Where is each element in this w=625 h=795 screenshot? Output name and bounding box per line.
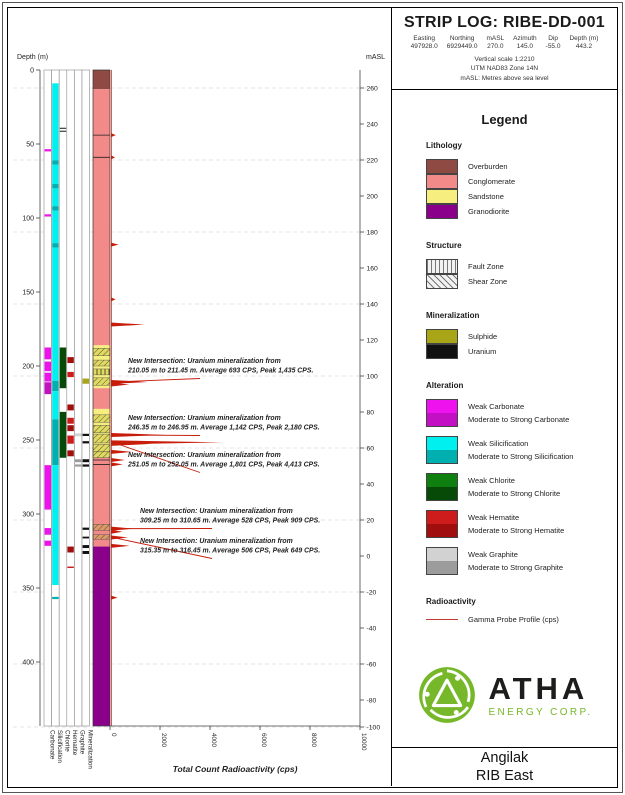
track-interval xyxy=(45,373,51,382)
legend-swatch xyxy=(426,189,458,204)
track-interval xyxy=(60,131,66,132)
legend-section-title: Mineralization xyxy=(426,311,480,321)
masl-tick-label: 20 xyxy=(366,517,375,525)
meta-label: Depth (m) xyxy=(569,35,599,42)
logo-block xyxy=(392,643,617,747)
legend-item-label: Fault Zone xyxy=(468,262,504,272)
masl-tick-label: 260 xyxy=(366,85,378,93)
legend-item-label: Uranium xyxy=(468,347,497,357)
masl-tick-label: 240 xyxy=(366,121,378,129)
diagonal-hatch-swatch xyxy=(426,274,458,289)
track-interval xyxy=(75,459,81,462)
legend-label-weak: Weak Silicification xyxy=(468,439,529,449)
swatch-strong xyxy=(427,524,457,537)
annotation-leader xyxy=(113,435,200,436)
meta-value: 270.0 xyxy=(487,43,504,50)
legend xyxy=(392,90,617,643)
masl-tick-label: 0 xyxy=(366,553,371,561)
legend-section-structure xyxy=(426,241,609,289)
track-interval xyxy=(60,348,66,389)
depth-tick-label: 200 xyxy=(22,363,34,371)
structure-hatch xyxy=(93,535,110,539)
logo-text xyxy=(488,670,593,718)
track-label: Silicification xyxy=(55,730,63,763)
cps-tick-label: 0 xyxy=(110,733,118,737)
structure-hatch xyxy=(93,360,110,366)
cps-tick-label: 4000 xyxy=(210,733,218,748)
legend-item-label: Sulphide xyxy=(468,332,498,342)
company-subtitle: ENERGY CORP. xyxy=(488,706,593,718)
legend-item-labels xyxy=(468,474,560,500)
legend-swatch-dual xyxy=(426,436,458,464)
legend-section-title: Alteration xyxy=(426,381,464,391)
track-interval xyxy=(52,184,58,188)
legend-item xyxy=(426,274,609,289)
track-interval xyxy=(52,248,58,381)
track-interval xyxy=(52,243,58,247)
gamma-spike xyxy=(111,458,125,462)
lithology-interval xyxy=(93,89,110,345)
depth-tick-label: 0 xyxy=(30,67,34,75)
legend-title: Legend xyxy=(481,112,528,128)
gamma-spike xyxy=(111,530,123,534)
meta-masl xyxy=(486,35,504,50)
vertical-hatch-swatch xyxy=(426,259,458,274)
track-interval xyxy=(45,382,51,394)
legend-item xyxy=(426,436,609,464)
masl-tick-label: 180 xyxy=(366,229,378,237)
meta-label: Dip xyxy=(548,35,558,42)
legend-swatch-dual xyxy=(426,510,458,538)
swatch-strong xyxy=(427,561,457,574)
track-label: Chlorite xyxy=(63,730,71,752)
legend-item-labels xyxy=(468,400,569,426)
masl-tick-label: 80 xyxy=(366,409,375,417)
masl-tick-label: 40 xyxy=(366,481,375,489)
track-interval xyxy=(45,348,51,360)
depth-tick-label: 250 xyxy=(22,437,34,445)
annotation-text: 210.05 m to 211.45 m. Average 693 CPS, Peak 1,435 CPS. xyxy=(128,367,314,375)
legend-label-weak: Weak Hematite xyxy=(468,513,520,523)
legend-item-label: Shear Zone xyxy=(468,277,508,287)
legend-sections xyxy=(426,141,609,624)
meta-depthm xyxy=(569,35,598,50)
depth-tick-label: 100 xyxy=(22,215,34,223)
annotation-text: 315.35 m to 316.45 m. Average 506 CPS, Peak 649 CPS. xyxy=(140,547,321,555)
swatch-weak xyxy=(427,437,457,450)
scale-notes xyxy=(394,55,615,83)
masl-tick-label: 100 xyxy=(366,373,378,381)
annotation-text: New Intersection: Uranium mineralization from xyxy=(128,415,281,422)
company-name: ATHA xyxy=(488,670,589,706)
track-interval xyxy=(83,537,89,539)
legend-item xyxy=(426,159,609,174)
gamma-spike xyxy=(111,297,116,301)
track-interval xyxy=(75,464,81,466)
page-title: STRIP LOG: RIBE-DD-001 xyxy=(404,14,605,31)
track-interval xyxy=(67,404,73,410)
legend-item-label: Overburden xyxy=(468,162,508,172)
track-interval xyxy=(45,149,51,151)
track-interval xyxy=(52,597,58,599)
masl-tick-label: 200 xyxy=(366,193,378,201)
swatch-weak xyxy=(427,511,457,524)
legend-item xyxy=(426,259,609,274)
gamma-spike xyxy=(111,544,130,548)
track-interval xyxy=(83,379,89,384)
track-interval xyxy=(67,436,73,444)
project-name: Angilak xyxy=(480,750,529,766)
swatch-weak xyxy=(427,400,457,413)
track-interval xyxy=(45,214,51,216)
lithology-interval xyxy=(93,388,110,409)
legend-item-label: Gamma Probe Profile (cps) xyxy=(468,615,559,625)
track-interval xyxy=(60,128,66,129)
scale-note: UTM NAD83 Zone 14N xyxy=(470,65,539,73)
legend-item xyxy=(426,204,609,219)
track-interval xyxy=(52,391,58,419)
track-graphite xyxy=(74,70,82,726)
structure-hatch xyxy=(93,415,110,422)
track-interval xyxy=(52,160,58,164)
meta-label: Northing xyxy=(449,35,475,42)
depth-tick-label: 350 xyxy=(22,585,34,593)
gamma-spike xyxy=(111,155,115,159)
structure-hatch xyxy=(93,434,110,443)
track-label: Graphite xyxy=(78,730,86,755)
meta-northing xyxy=(447,35,478,50)
annotation-leader xyxy=(113,379,200,382)
track-interval xyxy=(67,357,73,363)
gamma-spike xyxy=(111,596,118,600)
collar-metadata xyxy=(394,35,615,50)
track-interval xyxy=(45,362,51,372)
meta-label: Easting xyxy=(413,35,436,42)
track-mineralization xyxy=(82,70,90,726)
legend-label-weak: Weak Carbonate xyxy=(468,402,525,412)
track-interval xyxy=(67,418,73,424)
legend-section-mineralization xyxy=(426,311,609,359)
masl-axis-title: mASL xyxy=(366,54,386,61)
annotation-text: New Intersection: Uranium mineralization from xyxy=(128,358,281,365)
meta-value: 145.0 xyxy=(516,43,534,50)
meta-dip xyxy=(546,35,561,50)
track-chlorite xyxy=(59,70,67,726)
gamma-spike xyxy=(111,133,116,137)
track-interval xyxy=(83,528,89,530)
depth-tick-label: 400 xyxy=(22,659,34,667)
annotation-text: 246.35 m to 246.95 m. Average 1,142 CPS, Peak 2,180 CPS. xyxy=(128,424,320,432)
track-label: Carbonate xyxy=(48,730,56,760)
meta-azimuth xyxy=(513,35,536,50)
legend-label-strong: Moderate to Strong Graphite xyxy=(468,563,564,573)
meta-value: 443.2 xyxy=(575,43,593,50)
legend-item-labels xyxy=(468,548,563,574)
legend-item xyxy=(426,473,609,501)
masl-tick-label: -100 xyxy=(366,724,381,732)
swatch-weak xyxy=(427,474,457,487)
structure-hatch xyxy=(93,444,110,451)
project-area: RIB East xyxy=(475,768,534,784)
legend-section-alteration xyxy=(426,381,609,575)
annotation-text: New Intersection: Uranium mineralization from xyxy=(140,508,293,515)
info-panel xyxy=(391,8,617,786)
legend-item xyxy=(426,329,609,344)
masl-tick-label: 140 xyxy=(366,301,378,309)
legend-item xyxy=(426,189,609,204)
track-interval xyxy=(83,551,89,554)
masl-tick-label: -20 xyxy=(366,589,377,597)
swatch-strong xyxy=(427,413,457,426)
track-hematite xyxy=(67,70,75,726)
legend-section-lithology xyxy=(426,141,609,219)
meta-value: -55.0 xyxy=(545,43,561,50)
meta-easting xyxy=(411,35,438,50)
masl-tick-label: -40 xyxy=(366,625,377,633)
scale-note: mASL: Metres above sea level xyxy=(460,74,549,82)
project-block xyxy=(392,747,617,786)
legend-label-strong: Moderate to Strong Silicification xyxy=(468,452,574,462)
track-interval xyxy=(67,450,73,456)
legend-section-title: Radioactivity xyxy=(426,597,476,607)
track-interval xyxy=(52,419,58,465)
track-interval xyxy=(83,441,89,443)
scale-note: Vertical scale 1:2210 xyxy=(474,56,535,63)
legend-item xyxy=(426,344,609,359)
track-interval xyxy=(52,206,58,210)
masl-tick-label: 160 xyxy=(366,265,378,273)
legend-item xyxy=(426,547,609,575)
meta-value: 6929449.0 xyxy=(446,43,478,50)
masl-tick-label: 60 xyxy=(366,445,375,453)
gamma-spike xyxy=(111,323,145,327)
legend-label-weak: Weak Chlorite xyxy=(468,476,515,486)
annotation-text: New Intersection: Uranium mineralization from xyxy=(128,452,281,459)
legend-item-label: Sandstone xyxy=(468,192,504,202)
cps-tick-label: 6000 xyxy=(260,733,268,748)
legend-swatch xyxy=(426,174,458,189)
swatch-weak xyxy=(427,548,457,561)
structure-hatch xyxy=(93,524,110,530)
track-carbonate xyxy=(44,70,52,726)
legend-item xyxy=(426,174,609,189)
track-interval xyxy=(67,425,73,431)
track-interval xyxy=(60,412,66,458)
depth-tick-label: 150 xyxy=(22,289,34,297)
lithology-interval xyxy=(93,458,110,547)
lithology-interval xyxy=(93,547,110,726)
track-label: Hematite xyxy=(71,730,79,756)
depth-tick-label: 50 xyxy=(26,141,34,149)
legend-swatch xyxy=(426,159,458,174)
track-interval xyxy=(45,465,51,509)
title-block xyxy=(392,8,617,90)
legend-label-weak: Weak Graphite xyxy=(468,550,518,560)
masl-tick-label: 220 xyxy=(366,157,378,165)
legend-swatch xyxy=(426,204,458,219)
track-label: Mineralization xyxy=(86,730,94,769)
meta-label: Azimuth xyxy=(513,35,537,42)
track-interval xyxy=(52,165,58,184)
gamma-spike xyxy=(111,243,119,247)
cps-tick-label: 10000 xyxy=(360,733,368,751)
legend-item-labels xyxy=(468,511,564,537)
annotation-text: 251.05 m to 252.05 m. Average 1,801 CPS, Peak 4,413 CPS. xyxy=(128,461,320,469)
track-interval xyxy=(83,434,89,436)
swatch-strong xyxy=(427,450,457,463)
annotation-text: New Intersection: Uranium mineralization from xyxy=(140,538,293,545)
legend-item xyxy=(426,615,609,624)
cps-axis-title: Total Count Radioactivity (cps) xyxy=(172,764,298,774)
legend-label-strong: Moderate to Strong Carbonate xyxy=(468,415,570,425)
structure-hatch xyxy=(93,378,110,385)
track-interval xyxy=(67,372,73,377)
legend-item-label: Granodiorite xyxy=(468,207,510,217)
track-interval xyxy=(52,188,58,206)
masl-tick-label: 120 xyxy=(366,337,378,345)
legend-item xyxy=(426,399,609,427)
legend-item-labels xyxy=(468,437,573,463)
structure-hatch xyxy=(93,425,110,432)
track-interval xyxy=(52,465,58,585)
track-interval xyxy=(45,541,51,546)
legend-section-radioactivity xyxy=(426,597,609,624)
legend-swatch-dual xyxy=(426,547,458,575)
atha-logo-icon xyxy=(416,664,478,726)
masl-tick-label: -80 xyxy=(366,697,377,705)
track-interval xyxy=(52,381,58,391)
track-interval xyxy=(67,567,73,568)
track-interval xyxy=(52,211,58,244)
legend-swatch-dual xyxy=(426,399,458,427)
structure-hatch xyxy=(93,369,110,375)
legend-label-strong: Moderate to Strong Hematite xyxy=(468,526,565,536)
swatch-strong xyxy=(427,487,457,500)
legend-swatch xyxy=(426,344,458,359)
annotation-text: 309.25 m to 310.65 m. Average 528 CPS, Peak 909 CPS. xyxy=(140,517,321,525)
legend-item-label: Conglomerate xyxy=(468,177,516,187)
depth-tick-label: 300 xyxy=(22,511,34,519)
track-interval xyxy=(75,433,81,436)
legend-swatch-dual xyxy=(426,473,458,501)
legend-section-title: Structure xyxy=(426,241,462,251)
masl-tick-label: -60 xyxy=(366,661,377,669)
track-interval xyxy=(83,545,89,548)
structure-hatch xyxy=(93,452,110,458)
legend-item xyxy=(426,510,609,538)
cps-tick-label: 8000 xyxy=(310,733,318,748)
legend-swatch xyxy=(426,329,458,344)
gamma-line-swatch xyxy=(426,619,458,620)
gamma-spike xyxy=(111,462,123,466)
track-interval xyxy=(83,459,89,462)
lithology-interval xyxy=(93,70,110,89)
track-interval xyxy=(67,547,73,553)
cps-tick-label: 2000 xyxy=(160,733,168,748)
track-interval xyxy=(83,464,89,466)
track-interval xyxy=(45,528,51,535)
track-interval xyxy=(52,83,58,160)
legend-section-title: Lithology xyxy=(426,141,462,151)
legend-label-strong: Moderate to Strong Chlorite xyxy=(468,489,561,499)
meta-value: 497928.0 xyxy=(410,43,438,50)
depth-axis-title: Depth (m) xyxy=(17,54,49,61)
structure-hatch xyxy=(93,348,110,355)
meta-label: mASL xyxy=(486,35,505,42)
